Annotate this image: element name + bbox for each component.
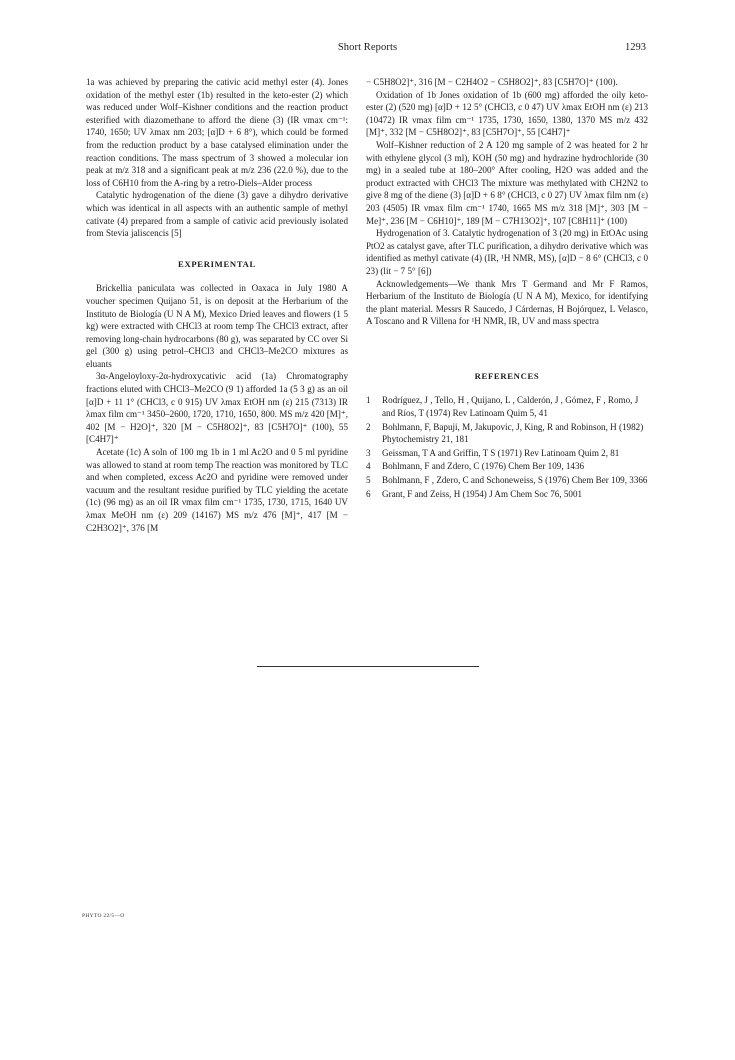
experimental-paragraph: Brickellia paniculata was collected in Oaxaca in July 1980 A voucher specimen Quijano 51, is on deposit at the Herbarium of the Instituto de Biología (U N A M), Mexico Dried leaves and flowers (1 5 kg) were extracted with CHCl3 at room temp The CHCl3 extract, after removing long-chain hydrocarbons (80 g), was separated by CC over Si gel (300 g) using petrol–CHCl3 and CHCl3–Me2CO mixtures as eluants <box>86 283 348 369</box>
reference-text: Bohlmann, F, Bapuji, M, Jakupovic, J, King, R and Robinson, H (1982) Phytochemistry 21, 181 <box>382 421 644 445</box>
references-list <box>366 394 648 500</box>
reference-item <box>366 447 648 460</box>
reference-text: Rodríguez, J , Tello, H , Quijano, L , Calderón, J , Gómez, F , Romo, J and Ríos, T (1974) Rev Latinoam Quim 5, 41 <box>382 395 639 419</box>
references-heading: REFERENCES <box>474 370 540 381</box>
reference-item <box>366 421 648 446</box>
reference-text: Grant, F and Zeiss, H (1954) J Am Chem Soc 76, 5001 <box>382 488 583 499</box>
left-column <box>86 76 348 534</box>
reference-item <box>366 394 648 419</box>
reference-text: Geissman, T A and Griffin, T S (1971) Rev Latinoam Quim 2, 81 <box>382 447 620 458</box>
reference-item <box>366 460 648 473</box>
reference-text: Bohlmann, F , Zdero, C and Schoneweiss, S (1976) Chem Ber 109, 3366 <box>382 475 648 486</box>
reference-number: 5 <box>366 475 371 486</box>
reference-item <box>366 474 648 487</box>
reference-text: Bohlmann, F and Zdero, C (1976) Chem Ber 109, 1436 <box>382 461 585 472</box>
experimental-heading: EXPERIMENTAL <box>178 258 256 269</box>
reference-number: 6 <box>366 488 371 499</box>
right-column <box>366 76 648 501</box>
reference-number: 4 <box>366 461 371 472</box>
reference-number: 1 <box>366 395 371 406</box>
body-paragraph: Wolf–Kishner reduction of 2 A 120 mg sample of 2 was heated for 2 hr with ethylene glycol (3 ml), KOH (50 mg) and hydrazine hydrochloride (30 mg) in a sealed tube at 180–200° After cooling, H2O was added and the product extracted with CHCl3 The mixture was methylated with CH2N2 to give 8 mg of the diene (3) [α]D + 6 8° (CHCl3, c 0 27) UV λmax film nm (ε) 203 (4505) IR νmax film cm⁻¹ 1740, 1665 MS m/z 318 [M]⁺, 303 [M − Me]⁺, 236 [M − C6H10]⁺, 189 [M − C7H13O2]⁺, 107 [C8H11]⁺ (100) <box>366 139 648 226</box>
footer-code: PHYTO 22/5—O <box>82 913 125 919</box>
reference-number: 2 <box>366 421 371 432</box>
reference-item <box>366 488 648 501</box>
body-paragraph: Catalytic hydrogenation of the diene (3) gave a dihydro derivative which was identical in all aspects with an authentic sample of methyl cativate (4) prepared from a sample of cativic acid previously isolated from Stevia jaliscencis [5] <box>86 190 348 239</box>
body-paragraph: Oxidation of 1b Jones oxidation of 1b (600 mg) afforded the oily keto-ester (2) (520 mg) [α]D + 12 5° (CHCl3, c 0 47) UV λmax EtOH nm (ε) 213 (10472) IR νmax film cm⁻¹ 1735, 1730, 1650, 1380, 1370 MS m/z 432 [M]⁺, 332 [M − C5H8O2]⁺, 83 [C5H7O]⁺, 55 [C4H7]⁺ <box>366 89 648 138</box>
body-paragraph: Hydrogenation of 3. Catalytic hydrogenation of 3 (20 mg) in EtOAc using PtO2 as catalyst gave, after TLC purification, a dihydro derivative which was identified as methyl cativate (4) (IR, ¹H NMR, MS), [α]D − 8 6° (CHCl3, c 0 23) (lit − 7 5° [6]) <box>366 228 648 276</box>
body-paragraph: − C5H8O2]⁺, 316 [M − C2H4O2 − C5H8O2]⁺, 83 [C5H7O]⁺ (100). <box>366 77 618 87</box>
reference-number: 3 <box>366 447 371 458</box>
body-paragraph: 1a was achieved by preparing the cativic acid methyl ester (4). Jones oxidation of the methyl ester (1b) resulted in the keto-ester (2) which was reduced under Wolf–Kishner conditions and the reaction product esterified with diazomethane to afford the diene (3) (IR νmax cm⁻¹: 1740, 1650; UV λmax nm 203; [α]D + 6 8°), which could be formed from the reduction product by a base catalysed elimination under the reaction conditions. The mass spectrum of 3 showed a molecular ion peak at m/z 318 and a significant peak at m/z 236 (22.0 %), due to the loss of C6H10 from the A-ring by a retro-Diels–Alder process <box>86 77 348 188</box>
end-rule <box>257 666 479 667</box>
experimental-paragraph: 3α-Angeloyloxy-2α-hydroxycativic acid (1a) Chromatography fractions eluted with CHCl3–Me2CO (9 1) afforded 1a (5 3 g) as an oil [α]D + 11 1° (CHCl3, c 0 915) UV λmax EtOH nm (ε) 215 (7313) IR λmax film cm⁻¹ 3450–2600, 1720, 1710, 1650, 800. MS m/z 420 [M]⁺, 402 [M − H2O]⁺, 320 [M − C5H8O2]⁺, 83 [C5H7O]⁺ (100), 55 [C4H7]⁺ <box>86 371 348 445</box>
running-title: Short Reports <box>337 42 398 53</box>
acknowledgements: Acknowledgements—We thank Mrs T Germand and Mr F Ramos, Herbarium of the Instituto de Biología (U N A M), Mexico, for identifying the plant material. Messrs R Saucedo, J Cárdernas, H Bojórquez, L Velasco, A Toscano and R Villena for ¹H NMR, IR, UV and mass spectra <box>366 278 648 327</box>
page-number: 1293 <box>625 42 646 53</box>
experimental-paragraph: Acetate (1c) A soln of 100 mg 1b in 1 ml Ac2O and 0 5 ml pyridine was allowed to stand at room temp The reaction was monitored by TLC and when completed, excess Ac2O and pyridine were removed under vacuum and the resultant residue purified by TLC yielding the acetate (1c) (96 mg) as an oil IR νmax film cm⁻¹ 1735, 1730, 1715, 1640 UV λmax MeOH nm (ε) 209 (14167) MS m/z 476 [M]⁺, 417 [M − C2H3O2]⁺, 376 [M <box>86 447 348 533</box>
